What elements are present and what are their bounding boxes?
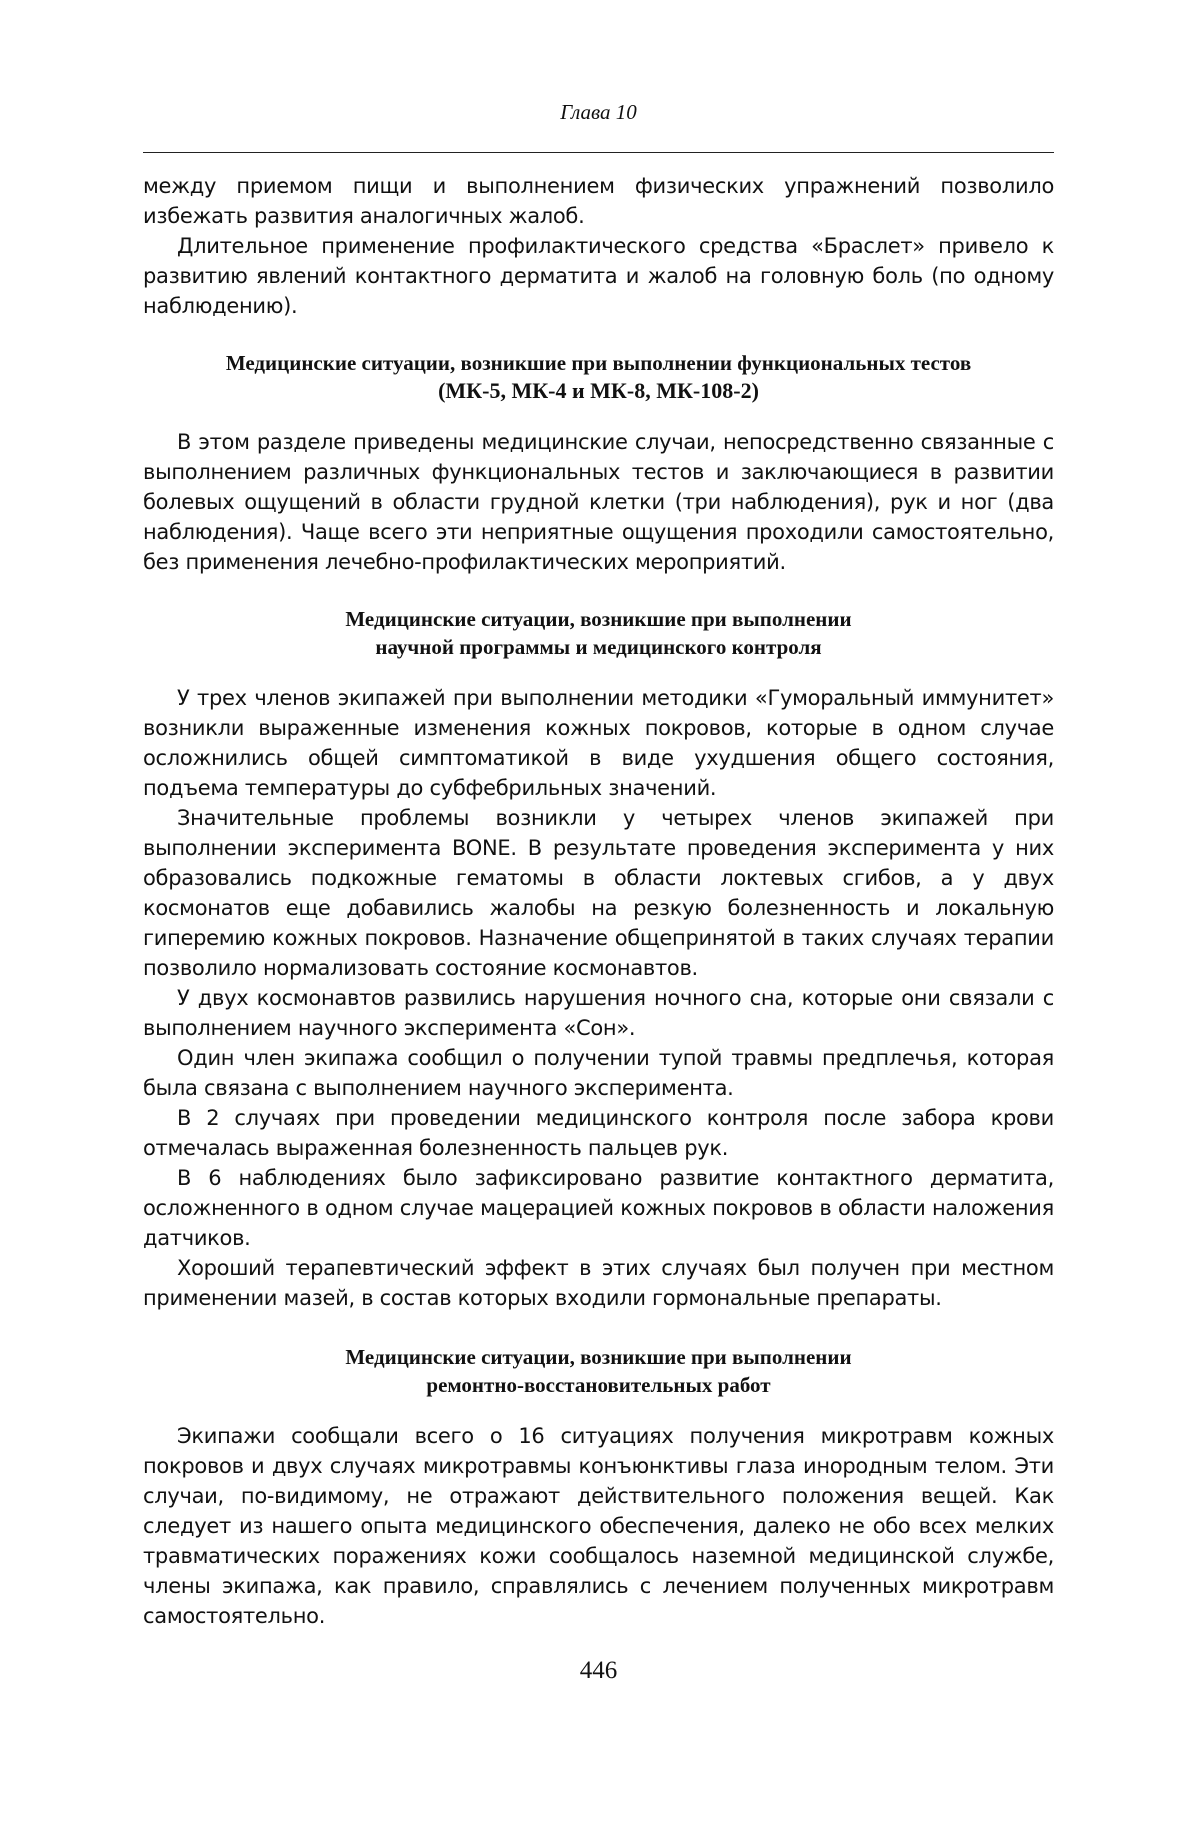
section-heading-line: Медицинские ситуации, возникшие при выполнении <box>345 1345 852 1369</box>
page-number: 446 <box>579 1657 618 1684</box>
section-heading-line: Медицинские ситуации, возникшие при выполнении функциональных тестов <box>225 351 972 375</box>
body-paragraph: Один член экипажа сообщил о получении тупой травмы предплечья, которая была связана с выполнением научного эксперимента. <box>143 1046 1054 1100</box>
section-body-repair-work <box>143 1421 1054 1631</box>
section-body-functional-tests <box>143 427 1054 577</box>
intro-paragraph: Длительное применение профилактического средства «Браслет» привело к развитию явлений контактного дерматита и жалоб на головную боль (по одному наблюдению). <box>143 234 1054 318</box>
body-paragraph: В этом разделе приведены медицинские случаи, непосредственно связанные с выполнением различных функциональных тестов и заключающиеся в развитии болевых ощущений в области грудной клетки (три наблюдения), рук и ног (два наблюдения). Чаще всего эти неприятные ощущения проходили самостоятельно, без применения лечебно-профилактических мероприятий. <box>143 430 1054 574</box>
body-paragraph: В 2 случаях при проведении медицинского контроля после забора крови отмечалась выраженная болезненность пальцев рук. <box>143 1106 1054 1160</box>
continuation-paragraph: между приемом пищи и выполнением физических упражнений позволило избежать развития аналогичных жалоб. <box>143 174 1054 228</box>
section-heading-line: Медицинские ситуации, возникшие при выполнении <box>345 607 852 631</box>
body-paragraph: У трех членов экипажей при выполнении методики «Гуморальный иммунитет» возникли выраженные изменения кожных покровов, которые в одном случае осложнились общей симптоматикой в виде ухудшения общего состояния, подъема температуры до субфебрильных значений. <box>143 686 1054 800</box>
section-body-science-program <box>143 683 1054 1313</box>
section-heading-line: (МК-5, МК-4 и МК-8, МК-108-2) <box>438 378 759 403</box>
section-heading-line: ремонтно-восстановительных работ <box>426 1373 771 1397</box>
running-header: Глава 10 <box>560 100 637 124</box>
book-page <box>143 100 1054 1685</box>
section-heading-repair-work <box>143 1343 1054 1399</box>
body-paragraph: У двух космонавтов развились нарушения ночного сна, которые они связали с выполнением научного эксперимента «Сон». <box>143 986 1054 1040</box>
header-rule <box>143 152 1054 153</box>
body-paragraph: Хороший терапевтический эффект в этих случаях был получен при местном применении мазей, в состав которых входили гормональные препараты. <box>143 1256 1054 1310</box>
section-heading-functional-tests <box>143 349 1054 405</box>
body-paragraph: В 6 наблюдениях было зафиксировано развитие контактного дерматита, осложненного в одном случае мацерацией кожных покровов в области наложения датчиков. <box>143 1166 1054 1250</box>
body-paragraph: Значительные проблемы возникли у четырех членов экипажей при выполнении эксперимента BONE. В результате проведения эксперимента у них образовались подкожные гематомы в области локтевых сгибов, а у двух космонатов еще добавились жалобы на резкую болезненность и локальную гиперемию кожных покровов. Назначение общепринятой в таких случаях терапии позволило нормализовать состояние космонавтов. <box>143 806 1054 980</box>
section-heading-science-program <box>143 605 1054 661</box>
section-heading-line: научной программы и медицинского контроля <box>375 635 822 659</box>
body-paragraph: Экипажи сообщали всего о 16 ситуациях получения микротравм кожных покровов и двух случаях микротравмы конъюнктивы глаза инородным телом. Эти случаи, по-видимому, не отражают действительного положения вещей. Как следует из нашего опыта медицинского обеспечения, далеко не обо всех мелких травматических поражениях кожи сообщалось наземной медицинской службе, члены экипажа, как правило, справлялись с лечением полученных микротравм самостоятельно. <box>143 1424 1054 1628</box>
